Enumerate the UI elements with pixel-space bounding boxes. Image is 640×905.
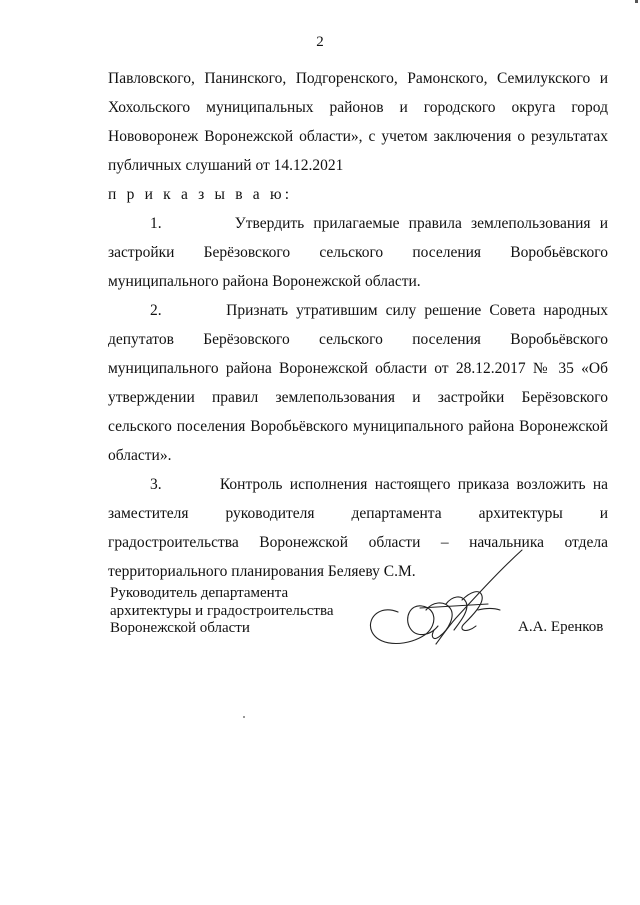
signer-name: А.А. Еренков <box>518 619 604 635</box>
signature-position <box>110 585 333 638</box>
scan-artifact <box>243 716 245 718</box>
order-item-3: 3. Контроль исполнения настоящего приказа возложить на заместителя руководителя департамента архитектуры и градостроительства Воронежской области – начальника отдела территориального планирования Беляеву С.М. <box>108 476 608 580</box>
page-number: 2 <box>316 34 324 50</box>
intro-paragraph: Павловского, Панинского, Подгоренского, Рамонского, Семилукского и Хохольского муниципальных районов и городского округа город Нововоронеж Воронежской области», с учетом заключения о результатах публичных слушаний от 14.12.2021 <box>108 70 608 174</box>
handwritten-signature <box>360 546 530 658</box>
document-body <box>108 64 608 586</box>
position-line-2: архитектуры и градостроительства <box>110 602 334 619</box>
order-item-1: 1. Утвердить прилагаемые правила землепользования и застройки Берёзовского сельского поселения Воробьёвского муниципального района Воронежской области. <box>108 215 608 290</box>
order-word: п р и к а з ы в а ю: <box>108 186 293 203</box>
scan-artifact <box>635 0 638 3</box>
position-line-1: Руководитель департамента <box>110 585 289 601</box>
order-item-2: 2. Признать утратившим силу решение Совета народных депутатов Берёзовского сельского поселения Воробьёвского муниципального района Воронежской области от 28.12.2017 № 35 «Об утверждении правил землепользования и застройки Берёзовского сельского поселения Воробьёвского муниципального района Воронежской области». <box>108 302 608 464</box>
position-line-3: Воронежской области <box>110 620 250 636</box>
